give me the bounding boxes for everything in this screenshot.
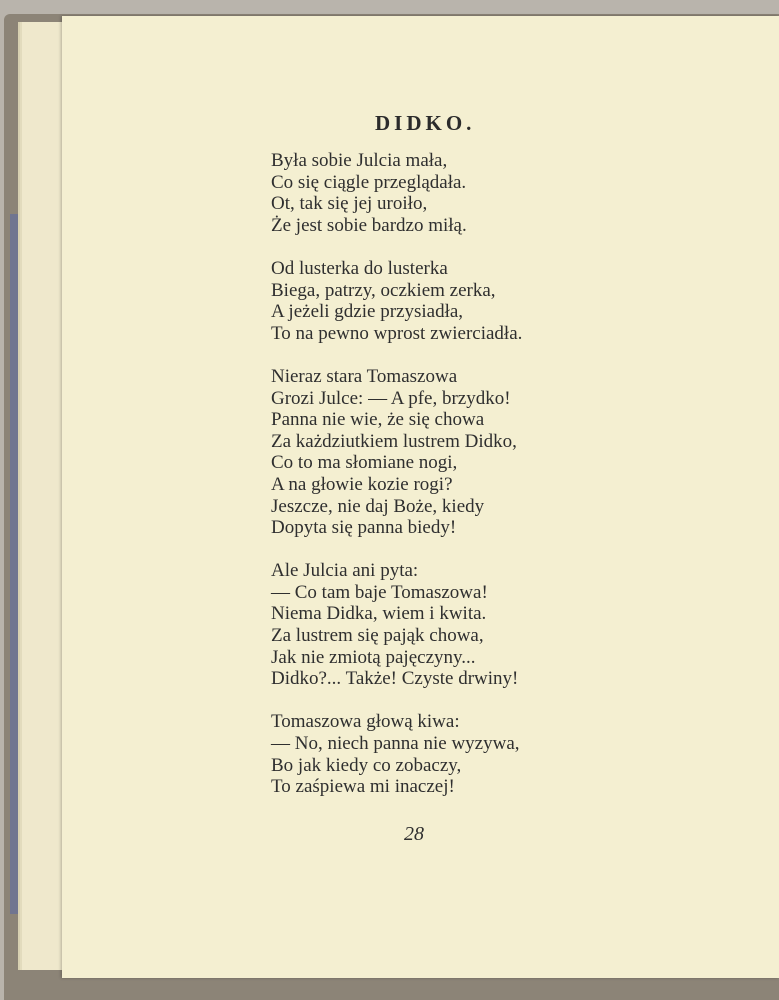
poem-line: Że jest sobie bardzo miłą. [271, 214, 467, 236]
poem-line: Za lustrem się pająk chowa, [271, 625, 484, 647]
poem-line: Była sobie Julcia mała, [271, 150, 448, 171]
poem-line: Ot, tak się jej uroiło, [271, 193, 428, 215]
poem-line: A na głowie kozie rogi? [271, 473, 453, 495]
poem-line: Biega, patrzy, oczkiem zerka, [271, 279, 496, 301]
page-number: 28 [404, 823, 424, 845]
poem-line: Dopyta się panna biedy! [271, 517, 457, 539]
poem-line: Bo jak kiedy co zobaczy, [271, 754, 462, 776]
poem-line: Co się ciągle przeglądała. [271, 171, 467, 193]
poem-line: Od lusterka do lusterka [271, 257, 448, 279]
poem-line: Didko?... Także! Czyste drwiny! [271, 668, 519, 690]
poem-line: Za każdziutkiem lustrem Didko, [271, 430, 517, 452]
stanza [271, 258, 601, 344]
poem-line: Tomaszowa głową kiwa: [271, 711, 460, 733]
poem-line: To zaśpiewa mi inaczej! [271, 776, 455, 798]
poem-line: Co to ma słomiane nogi, [271, 452, 458, 474]
stanza [271, 560, 601, 690]
poem-body [271, 150, 601, 819]
poem-line: Nieraz stara Tomaszowa [271, 365, 458, 387]
poem-line: Niema Didka, wiem i kwita. [271, 603, 487, 625]
poem-title: DIDKO. [375, 111, 476, 135]
poem-line: Grozi Julce: — A pfe, brzydko! [271, 387, 511, 409]
stanza [271, 366, 601, 539]
poem-line: Jeszcze, nie daj Boże, kiedy [271, 495, 485, 517]
poem-line: To na pewno wprost zwierciadła. [271, 322, 523, 344]
poem-line: A jeżeli gdzie przysiadła, [271, 301, 464, 323]
poem-line: Jak nie zmiotą pajęczyny... [271, 646, 476, 668]
poem-line: Ale Julcia ani pyta: [271, 560, 419, 582]
poem-line: — Co tam baje Tomaszowa! [271, 581, 488, 603]
poem-line: Panna nie wie, że się chowa [271, 409, 485, 431]
poem-line: — No, niech panna nie wyzywa, [271, 733, 520, 755]
stanza [271, 711, 601, 797]
stanza [271, 150, 601, 236]
